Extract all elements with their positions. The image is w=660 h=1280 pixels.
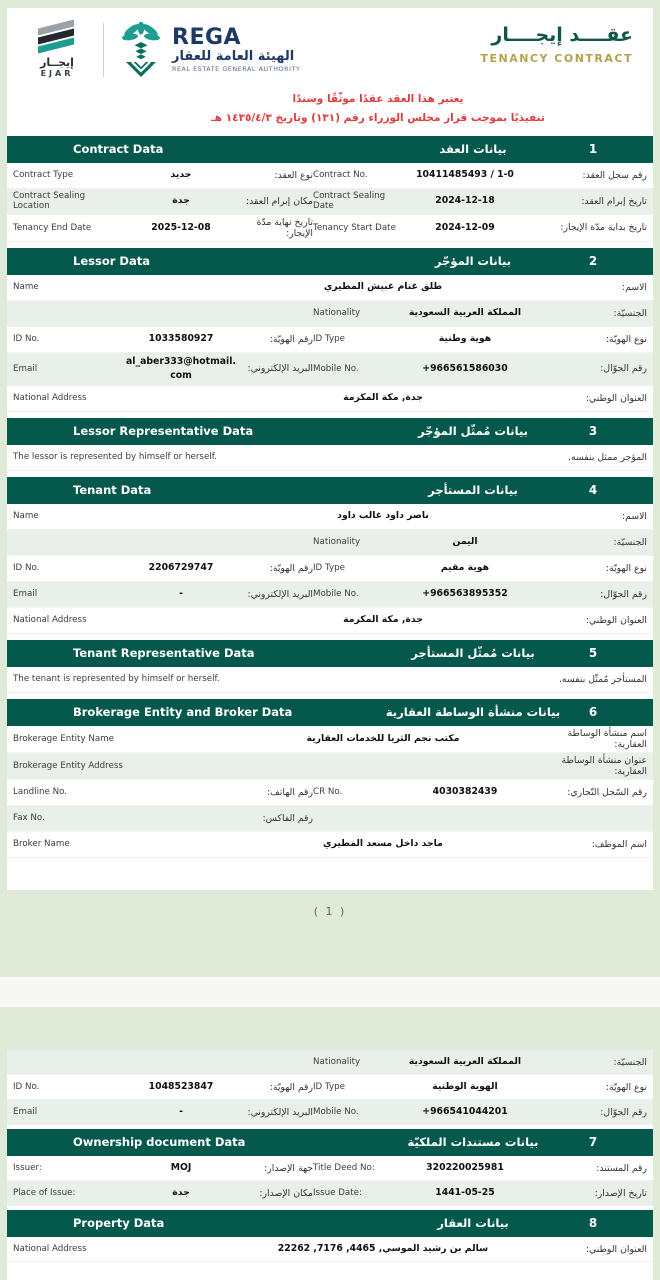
section-title-ar: بيانات المؤجّر: [434, 253, 512, 268]
field-label-ar: رقم السّجل التّجاري:: [567, 786, 647, 798]
section-title-ar: بيانات مُمثّل المؤجّر: [418, 423, 528, 438]
field-value: 2025-12-08: [151, 221, 211, 233]
field-label-en: Tenancy End Date: [13, 222, 92, 233]
field-label-ar: رقم الهويّة:: [269, 1081, 313, 1093]
field-label-en: Issue Date:: [313, 1188, 362, 1198]
section-header: [7, 640, 653, 667]
section-title-en: Tenant Data: [73, 482, 152, 497]
field-pair-left: [13, 168, 313, 182]
field-value: هوية مقيم: [440, 562, 490, 574]
field-pair-left: [13, 1161, 313, 1175]
section-title-ar: بيانات مُمثّل المستأجر: [411, 645, 535, 660]
table-row: [7, 530, 653, 556]
section-4: [7, 477, 653, 634]
field-label-ar: تاريخ إبرام العقد:: [581, 195, 647, 207]
field-value: +966563895352: [422, 588, 508, 600]
field-label-ar: تاريخ بداية مدّة الإيجار:: [560, 222, 647, 234]
table-row: [7, 832, 653, 858]
section-8: [7, 1210, 653, 1262]
section-number: 3: [588, 423, 598, 438]
table-row: [7, 753, 653, 780]
field-value: ماجد داخل مسعد المطيري: [323, 838, 443, 850]
field-value: 2024-12-18: [435, 195, 495, 207]
field-value: 2024-12-09: [435, 221, 495, 233]
field-label-en: Brokerage Entity Name: [13, 733, 114, 744]
field-label-ar: العنوان الوطني:: [585, 614, 647, 626]
field-label-ar: تاريخ نهاية مدّة الإيجار:: [256, 216, 313, 239]
note-text-en: The tenant is represented by himself or herself.: [13, 674, 220, 685]
field-label-en: Place of Issue:: [13, 1188, 76, 1198]
field-pair-right: [313, 306, 647, 320]
field-label-ar: نوع العقد:: [274, 169, 313, 181]
field-label-ar: مكان الإصدار:: [259, 1187, 313, 1199]
field-label-en: Title Deed No:: [313, 1163, 375, 1173]
field-label-ar: اسم الموظف:: [591, 838, 647, 850]
contract-title-english: TENANCY CONTRACT: [480, 52, 633, 65]
field-pair-left: [13, 587, 313, 601]
field-value: جدة, مكة المكرمة: [343, 614, 423, 626]
field-value: جدة, مكة المكرمة: [343, 392, 423, 404]
field-label-en: Broker Name: [13, 839, 70, 850]
ejar-stripes-icon: [34, 23, 80, 53]
ejar-wordmark-latin: EJAR: [40, 68, 74, 78]
field-label-ar: العنوان الوطني:: [585, 1243, 647, 1255]
field-label-en: Mobile No.: [313, 1107, 359, 1117]
field-pair-right: [313, 221, 647, 235]
section-title-en: Property Data: [73, 1216, 165, 1230]
field-label-ar: رقم المستند:: [596, 1162, 647, 1174]
table-row: [7, 726, 653, 753]
section-3: [7, 418, 653, 471]
field-pair-right: [313, 785, 647, 799]
section-title-en: Ownership document Data: [73, 1135, 246, 1149]
disclaimer-line-2: تنفيذيًا بموجب قرار مجلس الوزراء رقم (١٣١) وتاريخ ١٤٣٥/٤/٣ هـ: [211, 112, 545, 125]
section-title-ar: بيانات منشأة الوساطة العقارية: [385, 704, 561, 719]
field-label-en: Brokerage Entity Address: [13, 760, 123, 771]
field-value: +966541044201: [422, 1106, 508, 1118]
field-label-ar: رقم سجل العقد:: [582, 169, 647, 181]
field-pair-right: [313, 362, 647, 376]
field-label-ar: نوع الهويّة:: [605, 333, 647, 345]
logo-divider: [103, 23, 104, 77]
contract-page-1: [7, 8, 653, 890]
field-value: جدة: [172, 195, 190, 207]
field-pair-left: [13, 787, 313, 798]
section-title-ar: بيانات المستأجر: [428, 482, 518, 497]
field-label-ar: البريد الإلكتروني:: [247, 363, 313, 375]
field-value: -: [179, 1106, 183, 1118]
field-value: جدة: [172, 1187, 190, 1199]
field-value: 1441-05-25: [435, 1187, 495, 1199]
field-label-en: Email: [13, 363, 38, 374]
field-label-en: National Address: [13, 393, 87, 404]
rega-name: REGA: [172, 25, 242, 51]
section-header: [7, 477, 653, 504]
section-title-en: Tenant Representative Data: [73, 645, 255, 660]
field-pair-left: [13, 332, 313, 346]
section-header: [7, 1210, 653, 1237]
field-pair-right: [313, 191, 647, 211]
section-1: [7, 136, 653, 242]
table-row: [7, 163, 653, 189]
rega-english-name: REAL ESTATE GENERAL AUTHORITY: [172, 65, 301, 73]
section-title-ar: بيانات مستندات الملكيّة: [407, 1135, 539, 1149]
section-number: 4: [588, 482, 598, 497]
section-title-ar: بيانات العقد: [439, 141, 507, 156]
field-label-en: National Address: [13, 615, 87, 626]
table-row: [7, 1100, 653, 1125]
table-row: [7, 1075, 653, 1100]
field-pair-left: [13, 355, 313, 383]
section-2: [7, 248, 653, 412]
field-value: 320220025981: [426, 1162, 504, 1174]
field-value: جديد: [170, 169, 192, 181]
inter-page-band: [0, 977, 660, 1007]
field-label-en: Nationality: [313, 308, 361, 319]
disclaimer-line-1: يعتبر هذا العقد عقدًا موثّقًا وسندًا: [292, 93, 464, 105]
field-pair-left: [13, 191, 313, 211]
table-row: [7, 327, 653, 353]
contract-page-2: [7, 1050, 653, 1280]
field-label-ar: رقم الفاكس:: [262, 812, 313, 824]
page-number: ( 1 ): [313, 905, 347, 918]
field-label-ar: العنوان الوطني:: [585, 392, 647, 404]
field-label-en: Tenancy Start Date: [313, 222, 396, 233]
field-label-en: Mobile No.: [313, 363, 359, 374]
field-label-en: National Address: [13, 1244, 87, 1254]
field-value: مكتب نجم الثريا للخدمات العقارية: [306, 732, 460, 744]
section-number: 8: [588, 1216, 598, 1230]
field-value: الهوية الوطنية: [432, 1081, 498, 1093]
section-title-en: Brokerage Entity and Broker Data: [73, 704, 293, 719]
document-header: [7, 8, 653, 86]
section-number: 1: [588, 141, 598, 156]
field-value: MOJ: [170, 1162, 192, 1174]
table-row: [7, 504, 653, 530]
field-value: طلق غنام غبيش المطيري: [323, 281, 443, 293]
field-label-en: Name: [13, 511, 39, 522]
field-label-en: Mobile No.: [313, 589, 359, 600]
table-row: [7, 1050, 653, 1075]
field-pair-right: [313, 332, 647, 346]
field-value: المملكة العربية السعودية: [408, 1056, 522, 1068]
field-label-ar: الجنسيّة:: [613, 1056, 647, 1068]
section-header: [7, 136, 653, 163]
field-value: المملكة العربية السعودية: [408, 307, 522, 319]
field-label-en: ID Type: [313, 1082, 345, 1092]
field-label-ar: البريد الإلكتروني:: [247, 1106, 313, 1118]
field-value: 1033580927: [148, 333, 214, 345]
table-row: [7, 667, 653, 693]
field-pair-left: [13, 1105, 313, 1119]
field-label-ar: تاريخ الإصدار:: [594, 1187, 647, 1199]
field-pair-right: [313, 1161, 647, 1175]
field-label-ar: الاسم:: [622, 281, 647, 293]
field-label-en: Issuer:: [13, 1163, 42, 1173]
field-value: +966561586030: [422, 362, 508, 374]
field-label-en: Landline No.: [13, 787, 68, 798]
section-header: [7, 248, 653, 275]
field-value: 1048523847: [148, 1081, 214, 1093]
field-label-en: Contract No.: [313, 170, 368, 181]
field-value: 2206729747: [148, 562, 214, 574]
rega-arabic-name: الهيئة العامة للعقار: [172, 49, 295, 65]
rega-logo: [118, 22, 300, 78]
ejar-logo: [25, 23, 89, 78]
field-label-ar: رقم الهويّة:: [269, 562, 313, 574]
brand-cluster: [25, 22, 300, 78]
field-label-ar: الاسم:: [622, 510, 647, 522]
field-label-ar: رقم الجوّال:: [600, 363, 647, 375]
legal-disclaimer: [7, 90, 653, 129]
field-label-en: Email: [13, 1107, 38, 1117]
field-pair-right: [313, 1080, 647, 1094]
table-row: [7, 582, 653, 608]
section-header: [7, 1129, 653, 1156]
field-label-ar: البريد الإلكتروني:: [247, 588, 313, 600]
table-row: [7, 445, 653, 471]
field-label-en: ID No.: [13, 563, 40, 574]
field-value: ناصر داود غالب داود: [337, 510, 429, 522]
field-value: 4030382439: [432, 786, 498, 798]
section-number: 6: [588, 704, 598, 719]
field-label-ar: عنوان منشأة الوساطة العقارية:: [561, 754, 647, 777]
field-label-ar: نوع الهويّة:: [605, 562, 647, 574]
ejar-wordmark-arabic: إيجــار: [40, 55, 74, 69]
field-label-en: ID Type: [313, 334, 345, 345]
section-header: [7, 699, 653, 726]
section-continued: [7, 1050, 653, 1125]
rega-text-block: [172, 26, 300, 73]
field-label-ar: نوع الهويّة:: [605, 1081, 647, 1093]
field-value: 10411485493 / 1-0: [416, 169, 514, 181]
table-row: [7, 1181, 653, 1206]
field-pair-left: [13, 1080, 313, 1094]
table-row: [7, 1237, 653, 1262]
field-label-en: ID No.: [13, 1082, 40, 1092]
field-label-ar: الجنسيّة:: [613, 307, 647, 319]
palm-tree-icon: [118, 22, 164, 78]
section-number: 2: [588, 253, 598, 268]
field-pair-left: [13, 217, 313, 239]
field-value: اليمن: [452, 536, 478, 548]
field-label-en: Nationality: [313, 1057, 361, 1067]
field-label-ar: رقم الجوّال:: [600, 1106, 647, 1118]
field-value: al_aber333@hotmail.com: [126, 355, 236, 381]
field-label-en: Fax No.: [13, 813, 45, 824]
table-row: [7, 386, 653, 412]
field-label-ar: رقم الهويّة:: [269, 333, 313, 345]
table-row: [7, 275, 653, 301]
page2-sections: [7, 1050, 653, 1262]
field-label-ar: اسم منشأة الوساطة العقارية:: [567, 727, 647, 750]
section-6: [7, 699, 653, 858]
field-pair-left: [13, 561, 313, 575]
field-label-en: CR No.: [313, 787, 343, 798]
field-pair-right: [313, 168, 647, 182]
field-value: سالم بن رشيد الموسي, 4465, 7176, 22262: [277, 1243, 489, 1255]
contract-title-arabic: عقــــد إيجــــار: [491, 24, 633, 46]
note-text-en: The lessor is represented by himself or herself.: [13, 452, 217, 463]
field-pair-right: [313, 535, 647, 549]
field-pair-left: [13, 1186, 313, 1200]
table-row: [7, 806, 653, 832]
field-pair-right: [313, 1186, 647, 1200]
table-row: [7, 1156, 653, 1181]
section-number: 5: [588, 645, 598, 660]
field-pair-right: [313, 1105, 647, 1119]
section-number: 7: [588, 1135, 598, 1149]
note-text-ar: المستأجر مُمثّل بنفسه.: [558, 673, 647, 685]
field-label-en: Contract Sealing Date: [313, 191, 386, 212]
section-title-en: Contract Data: [73, 141, 164, 156]
table-row: [7, 556, 653, 582]
section-7: [7, 1129, 653, 1206]
field-label-en: Name: [13, 282, 39, 293]
field-label-en: ID Type: [313, 563, 345, 574]
field-label-en: Contract Sealing Location: [13, 191, 86, 212]
table-row: [7, 301, 653, 327]
field-value: -: [179, 588, 183, 600]
table-row: [7, 608, 653, 634]
field-label-en: Nationality: [313, 537, 361, 548]
note-text-ar: المؤجر ممثل بنفسه.: [568, 451, 647, 463]
field-label-en: Contract Type: [13, 170, 74, 181]
field-label-ar: مكان إبرام العقد:: [246, 195, 313, 207]
section-header: [7, 418, 653, 445]
section-title-en: Lessor Representative Data: [73, 423, 254, 438]
field-label-en: Email: [13, 589, 38, 600]
section-title-ar: بيانات العقار: [437, 1216, 509, 1230]
page1-sections: [7, 136, 653, 858]
field-pair-right: [313, 561, 647, 575]
table-row: [7, 353, 653, 386]
field-pair-right: [313, 1055, 647, 1069]
field-label-ar: رقم الهاتف:: [267, 786, 313, 798]
field-label-en: ID No.: [13, 334, 40, 345]
table-row: [7, 780, 653, 806]
field-label-ar: رقم الجوّال:: [600, 588, 647, 600]
table-row: [7, 189, 653, 215]
field-value: هوية وطنية: [438, 333, 492, 345]
section-title-en: Lessor Data: [73, 253, 150, 268]
field-pair-right: [313, 587, 647, 601]
table-row: [7, 215, 653, 242]
field-label-ar: جهة الإصدار:: [264, 1162, 313, 1174]
field-pair-left: [13, 813, 313, 824]
contract-title-block: [480, 24, 637, 65]
section-5: [7, 640, 653, 693]
field-label-ar: الجنسيّة:: [613, 536, 647, 548]
